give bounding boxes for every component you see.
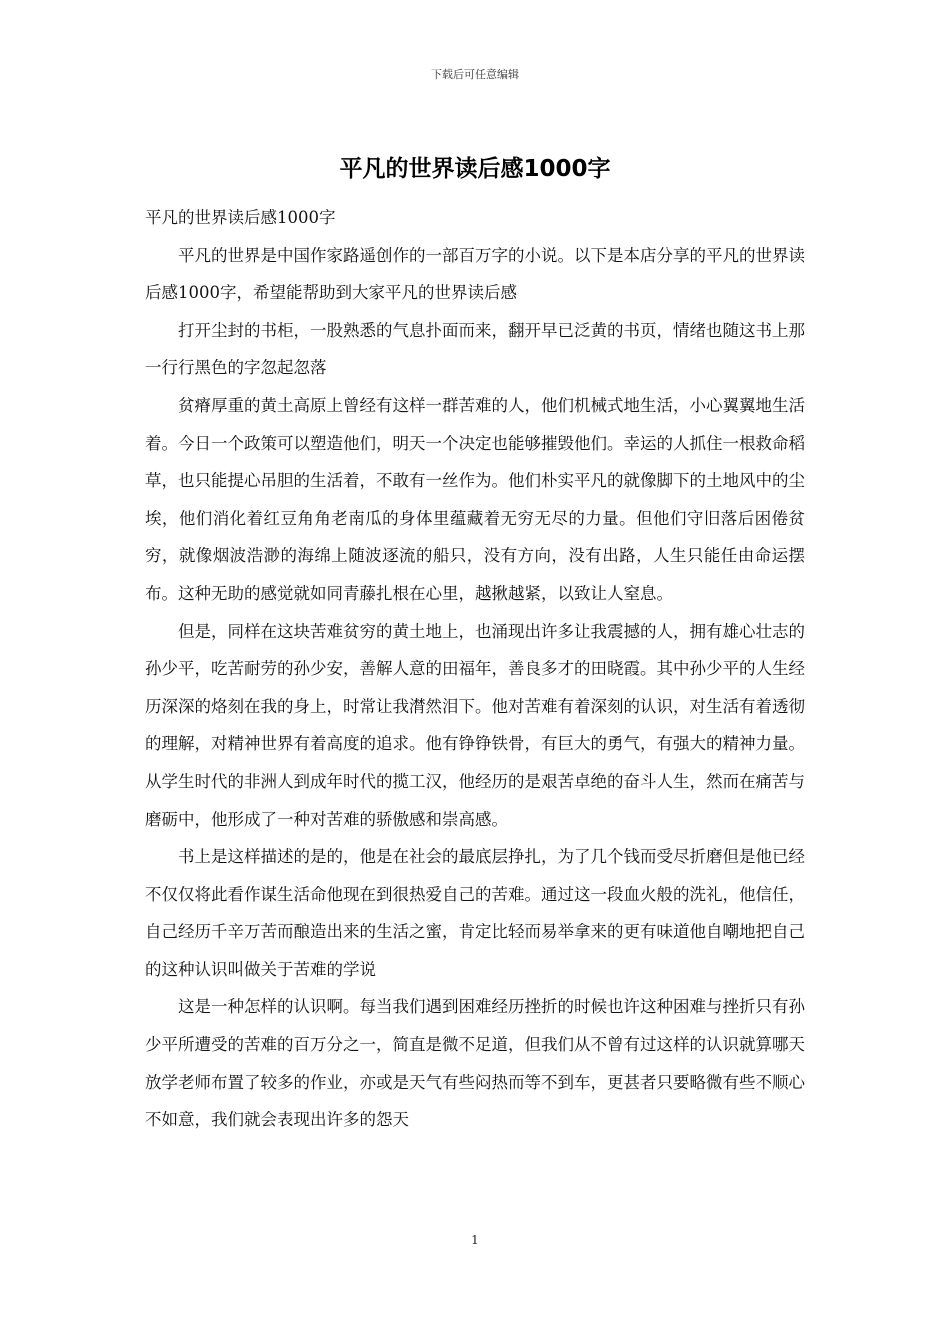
paragraph: 打开尘封的书柜，一股熟悉的气息扑面而来，翻开早已泛黄的书页，情绪也随这书上那一行行黑色的字忽起忽落 bbox=[145, 320, 805, 378]
document-body bbox=[145, 199, 805, 1139]
document-subtitle: 平凡的世界读后感1000字 bbox=[145, 208, 336, 227]
paragraph: 贫瘠厚重的黄土高原上曾经有这样一群苦难的人，他们机械式地生活，小心翼翼地生活着。今日一个政策可以塑造他们，明天一个决定也能够摧毁他们。幸运的人抓住一根救命稻草，也只能提心吊胆的生活着，不敢有一丝作为。他们朴实平凡的就像脚下的土地风中的尘埃，他们消化着红豆角角老南瓜的身体里蕴藏着无穷无尽的力量。但他们守旧落后困倦贫穷，就像烟波浩渺的海绵上随波逐流的船只，没有方向，没有出路，人生只能任由命运摆布。这种无助的感觉就如同青藤扎根在心里，越揪越紧，以致让人窒息。 bbox=[145, 395, 805, 603]
document-title: 平凡的世界读后感1000字 bbox=[339, 156, 611, 182]
page-number: 1 bbox=[471, 1233, 479, 1247]
paragraph: 平凡的世界是中国作家路遥创作的一部百万字的小说。以下是本店分享的平凡的世界读后感1000字，希望能帮助到大家平凡的世界读后感 bbox=[145, 245, 805, 303]
paragraph: 但是，同样在这块苦难贫穷的黄土地上，也涌现出许多让我震撼的人，拥有雄心壮志的孙少平，吃苦耐劳的孙少安，善解人意的田福年，善良多才的田晓霞。其中孙少平的人生经历深深的烙刻在我的身上，时常让我潸然泪下。他对苦难有着深刻的认识，对生活有着透彻的理解，对精神世界有着高度的追求。他有铮铮铁骨，有巨大的勇气，有强大的精神力量。从学生时代的非洲人到成年时代的揽工汉，他经历的是艰苦卓绝的奋斗人生，然而在痛苦与磨砺中，他形成了一种对苦难的骄傲感和崇高感。 bbox=[145, 621, 805, 829]
paragraph: 书上是这样描述的是的，他是在社会的最底层挣扎，为了几个钱而受尽折磨但是他已经不仅仅将此看作谋生活命他现在到很热爱自己的苦难。通过这一段血火般的洗礼，他信任，自己经历千辛万苦而酿造出来的生活之蜜，肯定比轻而易举拿来的更有味道他自嘲地把自己的这种认识叫做关于苦难的学说 bbox=[145, 847, 805, 979]
paragraph: 这是一种怎样的认识啊。每当我们遇到困难经历挫折的时候也许这种困难与挫折只有孙少平所遭受的苦难的百万分之一，简直是微不足道，但我们从不曾有过这样的认识就算哪天放学老师布置了较多的作业，亦或是天气有些闷热而等不到车，更甚者只要略微有些不顺心不如意，我们就会表现出许多的怨天 bbox=[145, 997, 805, 1130]
header-note: 下载后可任意编辑 bbox=[431, 68, 519, 81]
